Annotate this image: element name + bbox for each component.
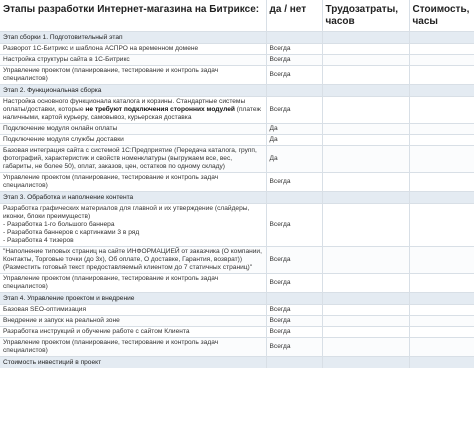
labor-cell	[322, 97, 409, 124]
table-row	[0, 44, 474, 55]
table-row	[0, 338, 474, 357]
stage-row	[0, 293, 474, 305]
task-text: Разворот 1С-Битрикс и шаблона АСПРО на временном домене	[0, 44, 266, 55]
header-yesno: да / нет	[266, 0, 322, 32]
cost-cell	[409, 327, 474, 338]
cost-cell	[409, 55, 474, 66]
table-row	[0, 146, 474, 173]
yesno-cell: Всегда	[266, 173, 322, 192]
stage-title: Этап 4. Управление проектом и внедрение	[0, 293, 266, 305]
stage-title: Стоимость инвестиций в проект	[0, 357, 266, 369]
yesno-cell: Да	[266, 124, 322, 135]
labor-cell	[322, 44, 409, 55]
cost-cell	[409, 44, 474, 55]
labor-cell	[322, 338, 409, 357]
cost-cell	[409, 247, 474, 274]
yesno-cell: Да	[266, 135, 322, 146]
header-labor: Трудозатраты, часов	[322, 0, 409, 32]
task-text: Подключение модуля онлайн оплаты	[0, 124, 266, 135]
yesno-cell: Всегда	[266, 204, 322, 247]
yesno-cell: Всегда	[266, 55, 322, 66]
labor-cell	[322, 204, 409, 247]
yesno-cell: Всегда	[266, 305, 322, 316]
task-text: Подключение модуля службы доставки	[0, 135, 266, 146]
labor-cell	[322, 173, 409, 192]
cost-cell	[409, 338, 474, 357]
stage-title: Этап 3. Обработка и наполнение контента	[0, 192, 266, 204]
table-body	[0, 32, 474, 369]
labor-cell	[322, 327, 409, 338]
task-text: Базовая SEO-оптимизация	[0, 305, 266, 316]
cost-cell	[409, 97, 474, 124]
yesno-cell: Всегда	[266, 316, 322, 327]
task-text: Управление проектом (планирование, тестирование и контроль задач специалистов)	[0, 173, 266, 192]
task-text: Управление проектом (планирование, тестирование и контроль задач специалистов)	[0, 274, 266, 293]
table-row	[0, 55, 474, 66]
table-row	[0, 124, 474, 135]
labor-cell	[322, 55, 409, 66]
cost-cell	[409, 274, 474, 293]
yesno-cell: Всегда	[266, 274, 322, 293]
table-row	[0, 135, 474, 146]
task-text: Настройка структуры сайта в 1С-Битрикс	[0, 55, 266, 66]
task-text: Разработка инструкций и обучение работе с сайтом Клиента	[0, 327, 266, 338]
yesno-cell: Всегда	[266, 66, 322, 85]
task-text: Разработка графических материалов для главной и их утверждение (слайдеры, иконки, блоки преимуществ) - Разработка 1-го большого баннера - Разработка баннеров с картинками 3 в ряд - Разработка 4 тизеров	[0, 204, 266, 247]
task-text: "Наполнение типовых страниц на сайте ИНФОРМАЦИЕЙ от заказчика (О компании, Контакты, Торговые точки (до 3х), Об оплате, О доставке, Гарантия, возврат)) (Разместить готовый текст предоставляемый клиентом до 7 статичных страниц)"	[0, 247, 266, 274]
table-row	[0, 97, 474, 124]
task-text: Внедрение и запуск на реальной зоне	[0, 316, 266, 327]
task-text: Управление проектом (планирование, тестирование и контроль задач специалистов)	[0, 338, 266, 357]
task-text-part: (платеж наличными, картой курьеру, самовывоз, курьерская доставка	[3, 106, 261, 121]
stage-row	[0, 192, 474, 204]
table-row	[0, 327, 474, 338]
cost-cell	[409, 135, 474, 146]
header-stages: Этапы разработки Интернет-магазина на Битриксе:	[0, 0, 266, 32]
cost-cell	[409, 146, 474, 173]
cost-cell	[409, 204, 474, 247]
yesno-cell: Всегда	[266, 44, 322, 55]
yesno-cell: Да	[266, 146, 322, 173]
labor-cell	[322, 274, 409, 293]
task-text	[0, 97, 266, 124]
task-text: Базовая интеграция сайта с системой 1С:Предприятие (Передача каталога, групп, фотографий, характеристик и свойств номенклатуры (выгружаем все, вес, габариты, не более 50), оплат, заказов, цен, остатков по одному складу)	[0, 146, 266, 173]
table-row	[0, 247, 474, 274]
table-row	[0, 316, 474, 327]
labor-cell	[322, 66, 409, 85]
table-row	[0, 305, 474, 316]
yesno-cell: Всегда	[266, 247, 322, 274]
table-row	[0, 204, 474, 247]
stage-title: Этап сборки 1. Подготовительный этап	[0, 32, 266, 44]
table-row	[0, 274, 474, 293]
stage-title: Этап 2. Функциональная сборка	[0, 85, 266, 97]
cost-cell	[409, 66, 474, 85]
table-row	[0, 173, 474, 192]
labor-cell	[322, 305, 409, 316]
cost-cell	[409, 124, 474, 135]
cost-cell	[409, 173, 474, 192]
stage-row-total	[0, 357, 474, 369]
table-header	[0, 0, 474, 32]
task-text: Управление проектом (планирование, тестирование и контроль задач специалистов)	[0, 66, 266, 85]
stage-row	[0, 85, 474, 97]
task-text-part: Настройка основного функционала каталога и корзины. Стандартные системы оплаты/доставки, которые	[3, 98, 246, 113]
header-cost: Стоимость, часы	[409, 0, 474, 32]
cost-cell	[409, 316, 474, 327]
labor-cell	[322, 124, 409, 135]
yesno-cell: Всегда	[266, 338, 322, 357]
labor-cell	[322, 146, 409, 173]
yesno-cell: Всегда	[266, 97, 322, 124]
table-row	[0, 66, 474, 85]
task-text-emphasis: не требуют подключения сторонних модулей	[85, 106, 235, 113]
labor-cell	[322, 316, 409, 327]
labor-cell	[322, 247, 409, 274]
cost-cell	[409, 305, 474, 316]
stage-row	[0, 32, 474, 44]
yesno-cell: Всегда	[266, 327, 322, 338]
labor-cell	[322, 135, 409, 146]
